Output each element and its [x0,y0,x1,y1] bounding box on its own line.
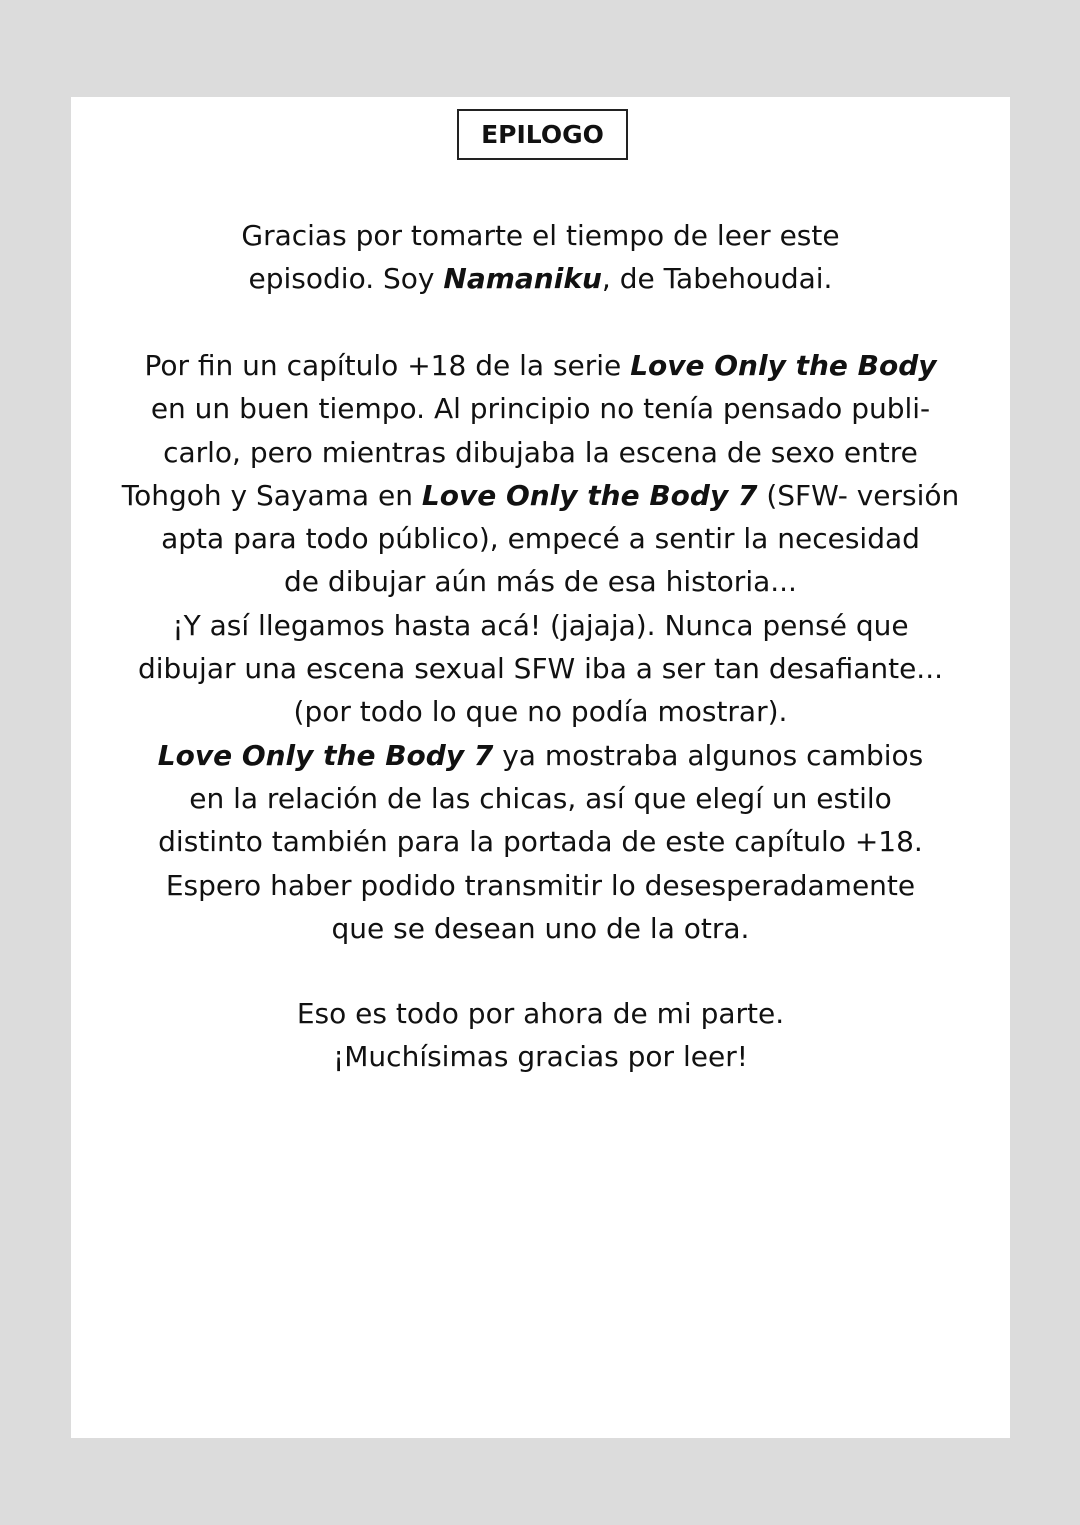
text-line: apta para todo público), empecé a sentir la necesidad [161,522,920,556]
text-line [71,474,1010,517]
text-segment: Por fin un capítulo +18 de la serie [144,349,631,382]
closing-paragraph [71,992,1010,1079]
intro-paragraph [71,214,1010,301]
series-title: Love Only the Body 7 [421,478,758,512]
text-line: Espero haber podido transmitir lo desesperadamente [165,868,916,902]
text-line: en la relación de las chicas, así que elegí un estilo [189,781,892,815]
series-title: Love Only the Body 7 [157,738,494,772]
text-segment: (SFW- versión [757,478,960,512]
text-line: Gracias por tomarte el tiempo de leer este [241,219,840,252]
text-line: carlo, pero mientras dibujaba la escena de sexo entre [163,435,918,469]
text-line: (por todo lo que no podía mostrar). [293,695,788,729]
text-segment: , de Tabehoudai. [601,262,833,296]
text-line: ¡Y así llegamos hasta acá! (jajaja). Nunca pensé que [172,608,909,642]
text-line: Eso es todo por ahora de mi parte. [296,997,785,1030]
text-line: ¡Muchísimas gracias por leer! [333,1040,748,1074]
text-line: dibujar una escena sexual SFW iba a ser tan desafiante... [137,652,944,686]
text-segment: ya mostraba algunos cambios [493,738,924,772]
series-title: Love Only the Body [630,349,937,382]
text-line: en un buen tiempo. Al principio no tenía pensado publi- [150,392,931,426]
text-line: de dibujar aún más de esa historia... [284,565,797,599]
epilogue-title: EPILOGO [481,120,604,149]
text-line [71,344,1010,387]
text-segment: Tohgoh y Sayama en [121,478,422,512]
text-line: distinto también para la portada de este capítulo +18. [158,825,923,859]
text-segment: episodio. Soy [248,262,444,296]
text-line [71,734,1010,777]
author-name: Namaniku [443,262,602,296]
page [71,97,1010,1438]
text-line [71,257,1010,300]
body-paragraph [71,344,1010,950]
text-line: que se desean uno de la otra. [331,911,750,945]
epilogue-title-box [457,109,628,160]
